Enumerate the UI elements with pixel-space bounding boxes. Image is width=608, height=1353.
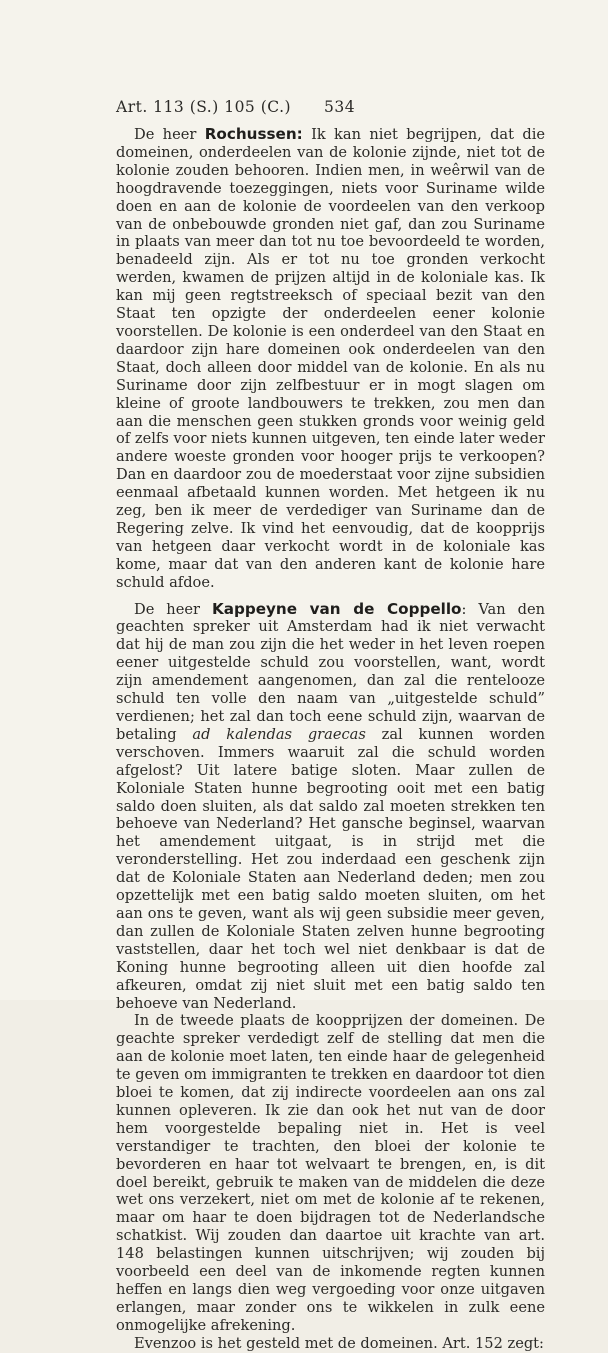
paragraph-koopprijzen: In de tweede plaats de koopprijzen der domeinen. De geachte spreker verdedigt zelf de stelling dat men die aan de kolonie moet laten, ten einde haar de gelegenheid te geven om immigranten te trekken en daardoor tot dien bloei te komen, dat zij indirecte voordeelen aan ons zal kunnen opleveren. Ik zie dan ook het nut van de door hem voorgestelde bepaling niet in. Het is veel verstandiger te trachten, den bloei der kolonie te bevorderen en haar tot welvaart te brengen, en, is dit doel bereikt, gebruik te maken van de middelen die deze wet ons verzekert, niet om met de kolonie af te rekenen, maar om haar te doen bijdragen tot de Nederlandsche schatkist. Wij zouden dan daartoe uit krachte van art. 148 belastingen kunnen uitschrijven; wij zouden bij voorbeeld een deel van de inkomende regten kunnen heffen en langs dien weg vergoeding voor onze uitgaven erlangen, maar zonder ons te wikkelen in zulk eene onmogelijke afrekening. (116, 1012, 545, 1334)
paragraph-kappeyne-text-b: zal kunnen worden verschoven. Immers waaruit zal die schuld worden afgelost? Uit latere batige sloten. Maar zullen de Koloniale Staten hunne begrooting ooit met een batig saldo doen sluiten, als dat saldo zal moeten strekken ten behoeve van Nederland? Het gansche beginsel, waarvan het amendement uitgaat, is in strijd met die veronderstelling. Het zou inderdaad een geschenk zijn dat de Koloniale Staten aan Nederland deden; men zou opzettelijk met een batig saldo moeten sluiten, om het aan ons te geven, want als wij geen subsidie meer geven, dan zullen de Koloniale Staten zelven hunne begrooting vaststellen, daar het toch wel niet denkbaar is dat de Koning hunne begrooting alleen uit dien hoofde zal afkeuren, omdat zij niet sluit met een batig saldo ten behoeve van Nederland. (116, 725, 546, 1012)
latin-phrase: ad kalendas graecas (192, 725, 366, 743)
speaker-name-rochussen: Rochussen: (204, 125, 303, 143)
paragraph-rochussen-text: Ik kan niet begrijpen, dat die domeinen, onderdeelen van de kolonie zijnde, niet tot de kolonie zouden behooren. Indien men, in weêrwil van de hoogdravende toezeggingen, niets voor Suriname wilde doen en aan de kolonie de voordeelen van den verkoop van de onbebouwde gronden niet gaf, dan zou Suriname in plaats van meer dan tot nu toe bevoordeeld te worden, benadeeld zijn. Als er tot nu toe gronden verkocht werden, kwamen de prijzen altijd in de koloniale kas. Ik kan mij geen regtstreeksch of speciaal bezit van den Staat ten opzigte der onderdeelen eener kolonie voorstellen. De kolonie is een onderdeel van den Staat en daardoor zijn hare domeinen ook onderdeelen van den Staat, doch alleen door middel van de kolonie. En als nu Suriname door zijn zelfbestuur er in mogt slagen om kleine of groote landbouwers te trekken, zou men dan aan die menschen geen stukken gronds voor weinig geld of zelfs voor niets kunnen uitgeven, ten einde later weder andere woeste gronden voor hooger prijs te verkoopen? Dan en daardoor zou de moederstaat voor zijne subsidien eenmaal afbetaald kunnen worden. Met hetgeen ik nu zeg, ben ik meer de verdediger van Suriname dan de Regering zelve. Ik vind het eenvoudig, dat de koopprijs van hetgeen daar verkocht wordt in de koloniale kas kome, maar dat van den anderen kant de kolonie hare schuld afdoe. (116, 126, 545, 591)
paragraph-kappeyne-text-a: : Van den geachten spreker uit Amsterdam had ik niet verwacht dat hij de man zou zijn die het weder in het leven roepen eener uitgestelde schuld zou voorstellen, want, wordt zijn amendement aangenomen, dan zal die renteloozе schuld ten volle den naam van „uitgestelde schuld” verdienen; het zal dan toch eene schuld zijn, waarvan de betaling (116, 600, 546, 743)
paragraph-kappeyne-prefix: De heer (134, 600, 212, 618)
page-body (116, 126, 545, 1353)
paragraph-rochussen (116, 126, 545, 592)
speaker-name-kappeyne: Kappeyne van de Coppello (211, 599, 462, 618)
page-number: 534 (324, 98, 356, 116)
paragraph-domeinen: Evenzoo is het gesteld met de domeinen. Art. 152 zegt: (134, 1334, 544, 1352)
article-reference: Art. 113 (S.) 105 (C.) (116, 98, 292, 116)
paragraph-rochussen-prefix: De heer (134, 126, 205, 143)
paragraph-kappeyne (116, 601, 545, 1013)
